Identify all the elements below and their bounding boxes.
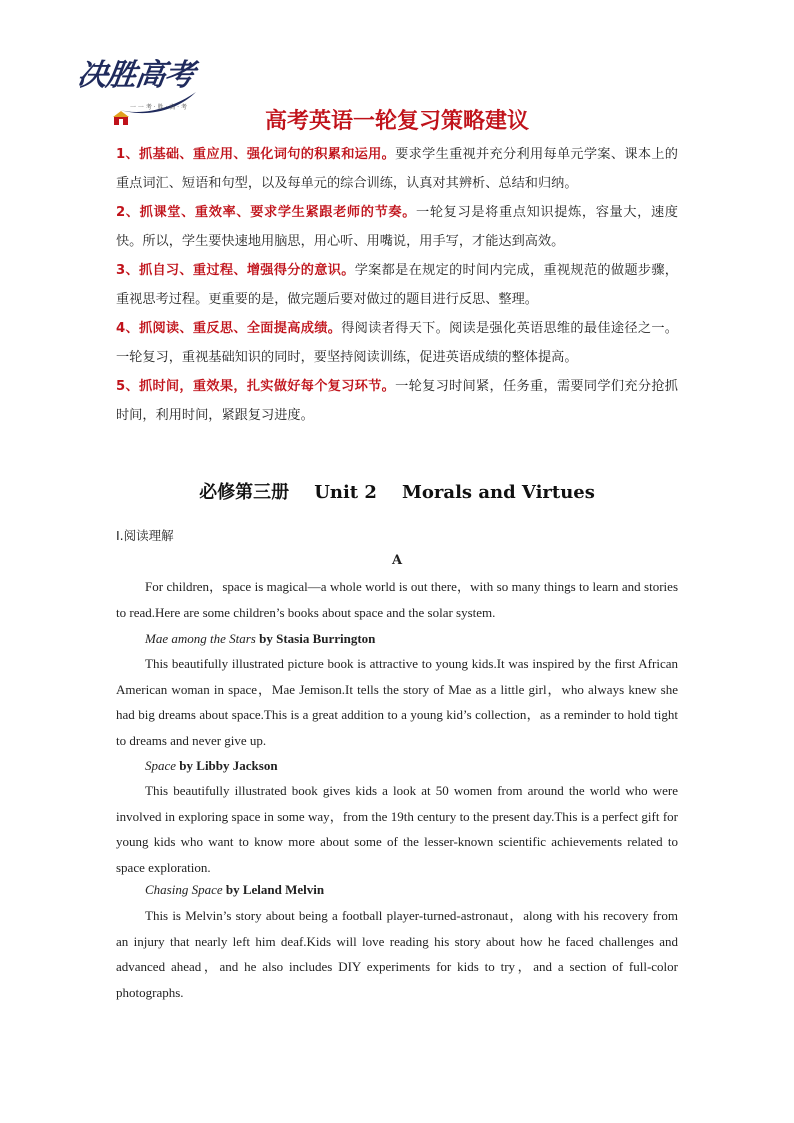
book-heading-3 (145, 882, 324, 898)
strategy-item-5 (116, 372, 678, 430)
strategy-highlight: 1、抓基础、重应用、强化词句的积累和运用。 (116, 147, 396, 162)
strategy-highlight: 4、抓阅读、重反思、全面提高成绩。 (116, 321, 342, 336)
strategy-text: 得阅读者得天下。阅读是强化英语思维的最佳途径之一。一轮复习，重视基础知识的同时，要坚持阅读训练，促进英语成绩的整体提高。 (116, 321, 678, 365)
logo-text: 决胜高考 (75, 58, 196, 93)
page-title: 高考英语一轮复习策略建议 (264, 109, 529, 134)
book-description-2: This beautifully illustrated book gives kids a look at 50 women from around the world who were involved in exploring space in some way，from the 19th century to the present day.This is a perfect gift for young kids who want to know more about some of the lesser-known scientific achievements related to space exploration. (116, 783, 678, 875)
strategy-text: 要求学生重视并充分利用每单元学案、课本上的重点词汇、短语和句型，以及每单元的综合训练，认真对其辨析、总结和归纳。 (116, 147, 678, 191)
book-heading-1 (145, 631, 375, 647)
book-title: Space (145, 758, 177, 773)
book-author: by Libby Jackson (179, 758, 278, 773)
book-description-1: This beautifully illustrated picture book is attractive to young kids.It was inspired by the first African American woman in space，Mae Jemison.It tells the story of Mae as a little girl，who always knew she had big dreams about space.This is a great addition to a young kid’s collection，as a reminder to hold tight to dreams and never give up. (116, 656, 678, 748)
strategy-text: 学案都是在规定的时间内完成，重视规范的做题步骤，重视思考过程。更重要的是，做完题后要对做过的题目进行反思、整理。 (116, 263, 678, 307)
strategy-highlight: 5、抓时间，重效果，扎实做好每个复习环节。 (116, 379, 396, 394)
logo-subtext: 一 一 考 · 胜 · 高 · 考 (130, 104, 187, 111)
book-author: by Stasia Burrington (259, 631, 376, 646)
book-title: Chasing Space (145, 882, 223, 897)
passage-letter: A (391, 553, 403, 568)
strategy-highlight: 2、抓课堂、重效率、要求学生紧跟老师的节奏。 (116, 205, 417, 220)
strategy-text: 一轮复习时间紧，任务重，需要同学们充分抢抓时间，利用时间，紧跟复习进度。 (116, 379, 678, 423)
unit-number: Unit 2 (314, 482, 377, 503)
passage-intro: For children，space is magical—a whole world is out there，with so many things to learn and stories to read.Here are some children’s books about space and the solar system. (116, 579, 678, 620)
book-author: by Leland Melvin (225, 882, 325, 897)
book-description-3: This is Melvin’s story about being a football player-turned-astronaut，along with his recovery from an injury that nearly left him deaf.Kids will love reading his story about how he faced challenges and advanced ahead，and he also includes DIY experiments for kids to try，and a section of full-color photographs. (116, 908, 678, 1000)
section-label: Ⅰ.阅读理解 (116, 528, 174, 543)
unit-title (0, 478, 794, 504)
unit-book: 必修第三册 (199, 482, 290, 503)
strategy-item-1 (116, 140, 678, 198)
strategy-item-2 (116, 198, 678, 256)
unit-name: Morals and Virtues (402, 482, 595, 503)
book-title: Mae among the Stars (145, 631, 256, 646)
strategy-highlight: 3、抓自习、重过程、增强得分的意识。 (116, 263, 355, 278)
strategy-item-3 (116, 256, 678, 314)
strategy-text: 一轮复习是将重点知识提炼，容量大，速度快。所以，学生要快速地用脑思，用心听、用嘴说，用手写，才能达到高效。 (116, 205, 678, 249)
book-heading-2 (145, 758, 278, 774)
strategy-item-4 (116, 314, 678, 372)
